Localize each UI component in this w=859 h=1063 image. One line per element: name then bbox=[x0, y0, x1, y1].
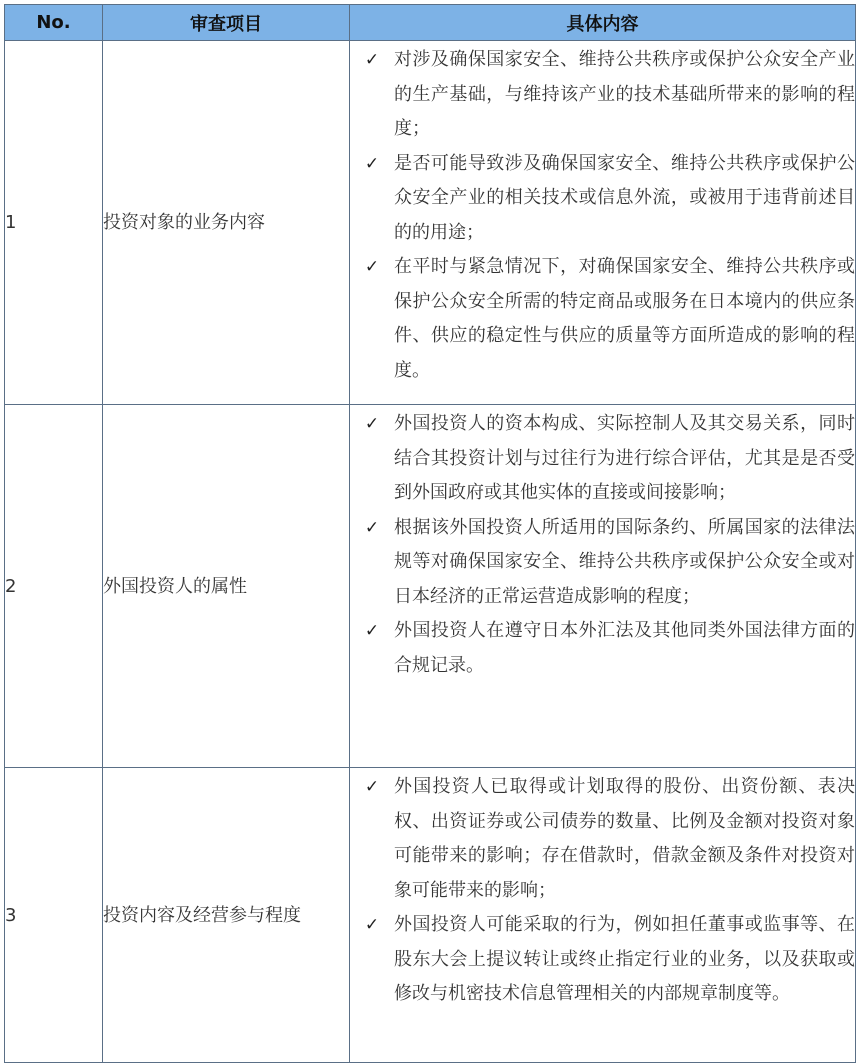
table-row bbox=[5, 41, 856, 405]
content-point-text: 外国投资人可能采取的行为，例如担任董事或监事等、在股东大会上提议转让或终止指定行业的业务，以及获取或修改与机密技术信息管理相关的内部规章制度等。 bbox=[394, 914, 855, 1004]
row-number: 1 bbox=[5, 41, 103, 405]
content-point bbox=[350, 614, 855, 683]
content-list bbox=[350, 41, 856, 405]
check-icon: ✓ bbox=[364, 777, 380, 797]
check-icon: ✓ bbox=[364, 257, 380, 277]
table-header-row bbox=[5, 5, 856, 41]
check-icon: ✓ bbox=[364, 915, 380, 935]
table-row bbox=[5, 405, 856, 768]
content-point bbox=[350, 511, 855, 615]
review-item: 投资对象的业务内容 bbox=[103, 41, 350, 405]
content-point bbox=[350, 43, 855, 147]
header-no: No. bbox=[5, 5, 103, 41]
check-icon: ✓ bbox=[364, 517, 380, 538]
header-review-item: 审查项目 bbox=[103, 5, 350, 41]
check-icon: ✓ bbox=[364, 414, 380, 434]
header-specific-content: 具体内容 bbox=[350, 5, 856, 41]
content-point bbox=[350, 908, 855, 1012]
content-point bbox=[350, 770, 855, 908]
content-point-text: 对涉及确保国家安全、维持公共秩序或保护公众安全产业的生产基础，与维持该产业的技术基础所带来的影响的程度； bbox=[394, 49, 855, 139]
row-number: 3 bbox=[5, 768, 103, 1063]
content-point bbox=[350, 147, 855, 251]
content-list bbox=[350, 405, 856, 768]
check-icon: ✓ bbox=[364, 621, 380, 641]
check-icon: ✓ bbox=[364, 153, 380, 174]
review-items-table bbox=[4, 4, 856, 1063]
content-point-text: 外国投资人已取得或计划取得的股份、出资份额、表决权、出资证券或公司债券的数量、比例及金额对投资对象可能带来的影响；存在借款时，借款金额及条件对投资对象可能带来的影响； bbox=[394, 776, 855, 901]
check-icon: ✓ bbox=[364, 50, 380, 70]
content-list bbox=[350, 768, 856, 1063]
content-point-text: 外国投资人的资本构成、实际控制人及其交易关系，同时结合其投资计划与过往行为进行综合评估，尤其是是否受到外国政府或其他实体的直接或间接影响； bbox=[394, 413, 855, 503]
review-item: 投资内容及经营参与程度 bbox=[103, 768, 350, 1063]
review-item: 外国投资人的属性 bbox=[103, 405, 350, 768]
row-number: 2 bbox=[5, 405, 103, 768]
table-row bbox=[5, 768, 856, 1063]
content-point-text: 是否可能导致涉及确保国家安全、维持公共秩序或保护公众安全产业的相关技术或信息外流，或被用于违背前述目的的用途； bbox=[394, 152, 855, 243]
content-point bbox=[350, 407, 855, 511]
content-point-text: 外国投资人在遵守日本外汇法及其他同类外国法律方面的合规记录。 bbox=[394, 620, 855, 676]
content-point-text: 在平时与紧急情况下，对确保国家安全、维持公共秩序或保护公众安全所需的特定商品或服务在日本境内的供应条件、供应的稳定性与供应的质量等方面所造成的影响的程度。 bbox=[394, 256, 855, 381]
content-point-text: 根据该外国投资人所适用的国际条约、所属国家的法律法规等对确保国家安全、维持公共秩序或保护公众安全或对日本经济的正常运营造成影响的程度； bbox=[394, 516, 855, 607]
content-point bbox=[350, 250, 855, 388]
